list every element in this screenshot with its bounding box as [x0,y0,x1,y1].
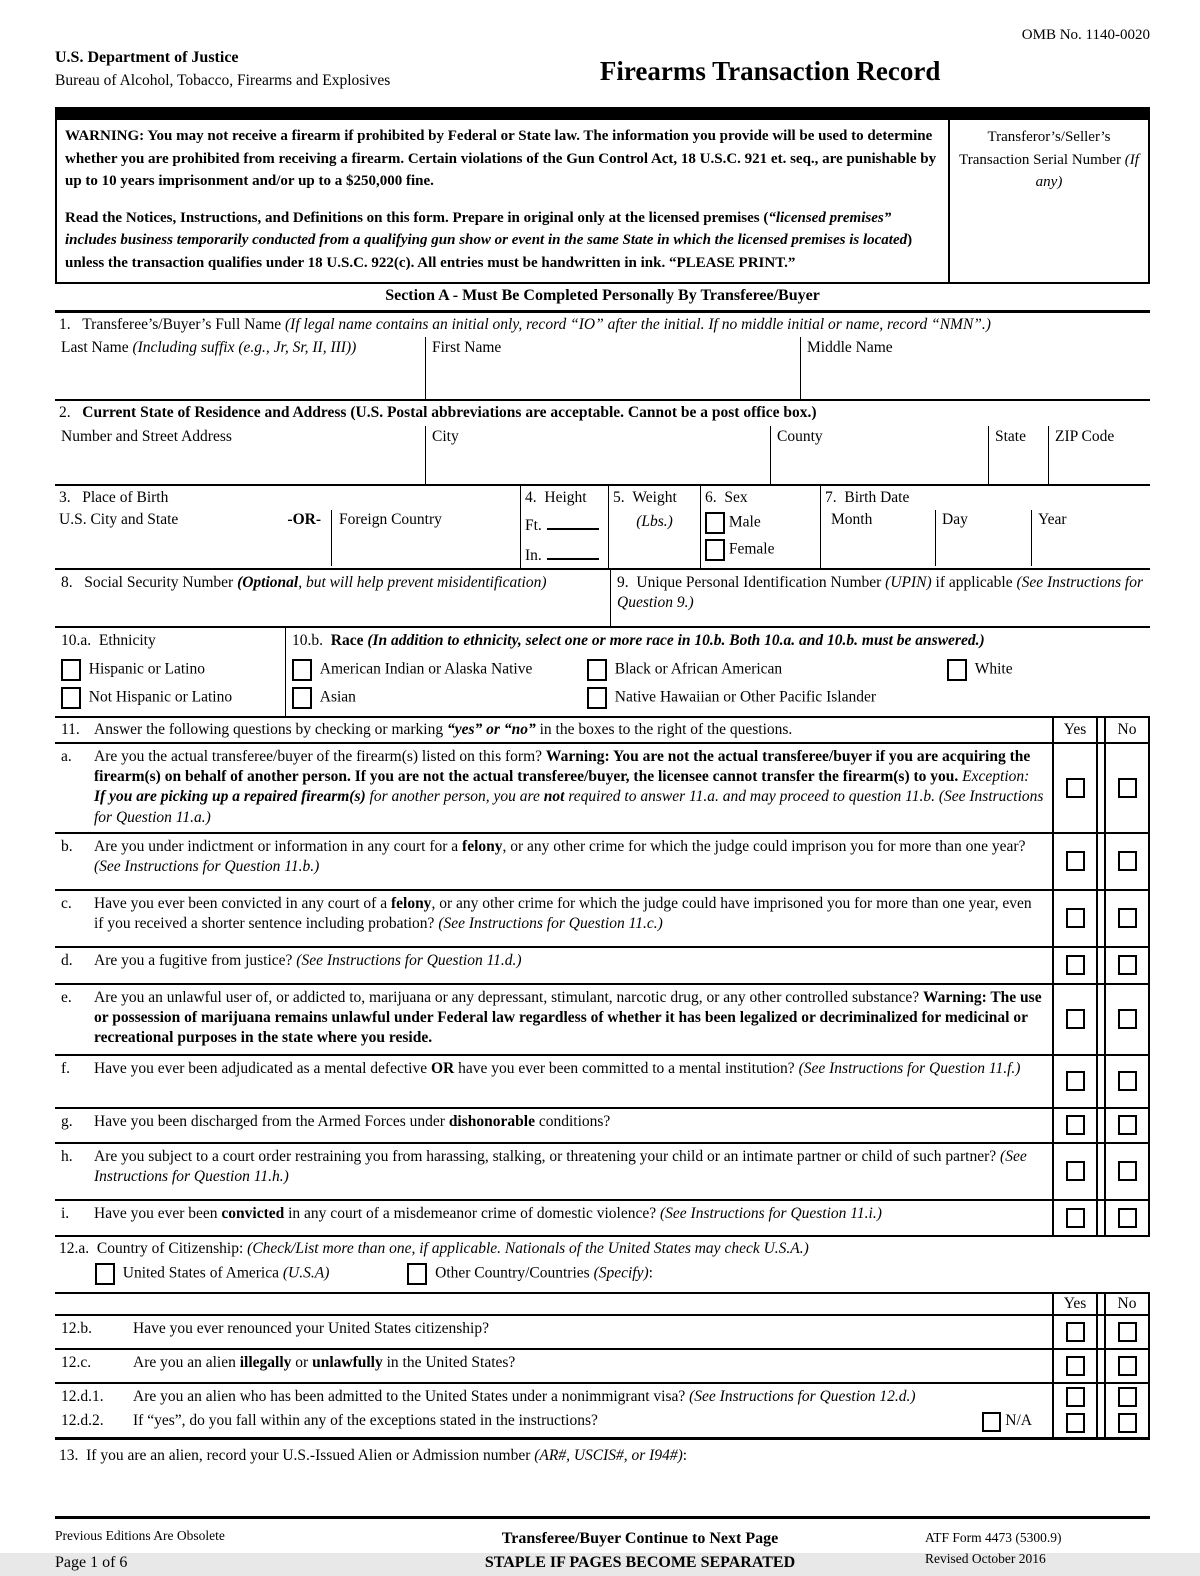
birth-month-label: Month [831,511,872,528]
agency-block [55,48,390,92]
staple-note: STAPLE IF PAGES BECOME SEPARATED [355,1551,925,1576]
male-label: Male [729,513,761,530]
q11a-text: Are you the actual transferee/buyer of the firearm(s) listed on this form? Warning: You are not the actual transferee/buyer if you are acquiring the firearm(s) on behalf of another person. If you are not the actual transferee/buyer, the licensee cannot transfer the firearm(s) to you. Exception: If you are picking up a repaired firearm(s) for another person, you are not required to answer 11.a. and may proceed to question 11.b. (See Instructions for Question 11.a.) [94,747,1044,828]
q12d2-na-checkbox[interactable] [982,1412,1001,1432]
form-header [55,48,1150,92]
female-label: Female [729,540,775,557]
q12c-yes-checkbox[interactable] [1066,1356,1085,1376]
foreign-country-label: Foreign Country [339,511,442,528]
q7-label: 7. Birth Date [825,488,1146,508]
first-name-label: First Name [432,339,501,356]
upin-label: Unique Personal Identification Number [636,574,885,591]
q6-label: 6. Sex [705,488,816,508]
q11d-no-checkbox[interactable] [1118,955,1137,975]
q12b-yes-cell [1052,1316,1098,1348]
q1-label-line: 1. Transferee’s/Buyer’s Full Name (If legal name contains an initial only, record “IO” after the initial. If no middle initial or name, record “NMN”.) [55,313,1150,337]
race-options-row1: American Indian or Alaska Native Black or African American White [292,659,1144,681]
q12d1-text: Are you an alien who has been admitted to the United States under a nonimmigrant visa? (See Instructions for Question 12.d.) [133,1387,1044,1407]
q11d-text: Are you a fugitive from justice? (See Instructions for Question 11.d.) [94,951,1044,979]
q11c-yes-cell [1052,891,1098,946]
citizenship-other-option[interactable]: Other Country/Countries (Specify): [407,1263,653,1285]
q11i-no-cell [1104,1201,1150,1235]
q11g-no-checkbox[interactable] [1118,1115,1137,1135]
q11d-row: d. Are you a fugitive from justice? (See Instructions for Question 11.d.) [55,948,1150,985]
q8-9-row [55,570,1150,628]
last-name-label: Last Name [61,339,132,356]
female-checkbox[interactable] [705,539,725,561]
q11c-row: c. Have you ever been convicted in any court of a felony, or any other crime for which the judge could have imprisoned you for more than one year, even if you received a shorter sentence including probation? (See Instructions for Question 11.c.) [55,891,1150,948]
q11b-row: b. Are you under indictment or information in any court for a felony, or any other crime for which the judge could imprison you for more than one year? (See Instructions for Question 11.b.) [55,834,1150,891]
asian-checkbox[interactable] [292,687,312,709]
page-number: Page 1 of 6 [55,1553,355,1574]
form-number: ATF Form 4473 (5300.9) [925,1527,1150,1549]
q11d-yes-cell [1052,948,1098,983]
foreign-country-field[interactable] [331,510,516,566]
us-city-state-label: U.S. City and State [59,510,178,566]
warning-paragraph-2: Read the Notices, Instructions, and Definitions on this form. Prepare in original only at the licensed premises (“licensed premises” includes business temporarily conducted from a qualifying gun show or event in the same State in which the licensed premises is located) unless the transaction qualifies under 18 U.S.C. 922(c). All entries must be handwritten in ink. “PLEASE PRINT.” [65,207,938,275]
upin-field[interactable]: 9. Unique Personal Identification Number (UPIN) if applicable (See Instructions for Question 9.) [610,570,1150,626]
q11a-yes-checkbox[interactable] [1066,778,1085,798]
race-field [285,628,1150,716]
q11b-no-cell [1104,834,1150,889]
middle-name-field[interactable] [800,337,1150,399]
middle-name-label: Middle Name [807,339,893,356]
q11i-row: i. Have you ever been convicted in any court of a misdemeanor crime of domestic violence? (See Instructions for Question 11.i.) [55,1201,1150,1237]
q11e-no-checkbox[interactable] [1118,1009,1137,1029]
q11f-yes-cell [1052,1056,1098,1107]
section-a-title: Section A - Must Be Completed Personally By Transferee/Buyer [55,284,1150,313]
q11d-no-cell [1104,948,1150,983]
warning-box [55,107,1150,284]
q11f-text: Have you ever been adjudicated as a mental defective OR have you ever been committed to a mental institution? (See Instructions for Question 11.f.) [94,1059,1044,1103]
department-name: U.S. Department of Justice [55,48,390,69]
race-options-row2: Asian Native Hawaiian or Other Pacific Islander [292,687,1144,709]
other-country-checkbox[interactable] [407,1263,427,1285]
q12d-yes-cell [1052,1384,1098,1437]
q11b-no-checkbox[interactable] [1118,851,1137,871]
q12b-row: 12.b. Have you ever renounced your United States citizenship? [55,1316,1150,1350]
black-divider-bar [57,109,1148,120]
q11f-yes-checkbox[interactable] [1066,1071,1085,1091]
transaction-serial-field[interactable] [950,120,1148,282]
q11e-yes-cell [1052,985,1098,1054]
q11c-text: Have you ever been convicted in any court of a felony, or any other crime for which the judge could have imprisoned you for more than one year, even if you received a shorter sentence including probation? (See Instructions for Question 11.c.) [94,894,1044,942]
omb-number: OMB No. 1140-0020 [55,26,1150,46]
q12d2-text-wrap [133,1411,1044,1431]
q12c-yes-cell [1052,1350,1098,1382]
height-field[interactable] [520,486,608,568]
state-label: State [995,428,1026,445]
q11c-no-checkbox[interactable] [1118,908,1137,928]
q12-no-header: No [1104,1294,1150,1314]
q11c-no-cell [1104,891,1150,946]
q3-label: 3. Place of Birth [59,488,516,508]
q11c-yes-checkbox[interactable] [1066,908,1085,928]
ssn-field[interactable]: 8. Social Security Number (Optional, but will help prevent misidentification) [55,570,610,626]
ethnicity-not-hispanic-option: Not Hispanic or Latino [61,687,279,709]
birth-day-field[interactable] [935,510,1031,566]
q11e-no-cell [1104,985,1150,1054]
ethnicity-field [55,628,285,716]
county-field[interactable] [770,426,988,484]
sex-field [700,486,820,568]
q12d2-row: 12.d.2. If “yes”, do you fall within any of the exceptions stated in the instructions? N/A [55,1409,1052,1436]
q12a-label: 12.a. Country of Citizenship: (Check/List more than one, if applicable. Nationals of the United States may check U.S.A.) [55,1237,1150,1261]
warning-text [57,120,950,282]
q11-header-row [55,718,1150,744]
usa-checkbox[interactable] [95,1263,115,1285]
q4-label: 4. Height [525,488,604,508]
american-indian-checkbox[interactable] [292,659,312,681]
weight-lbs-label: (Lbs.) [613,512,696,532]
q11e-row: e. Are you an unlawful user of, or addicted to, marijuana or any depressant, stimulant, narcotic drug, or any other controlled substance? Warning: The use or possession of marijuana remains unlawful under Federal law regardless of whether it has been legalized or decriminalized for medicinal or recreational purposes in the state where you reside. [55,985,1150,1056]
street-address-field[interactable] [55,426,425,484]
q12b-no-cell [1104,1316,1150,1348]
transaction-serial-ifany: (If any) [1036,152,1139,191]
q12d-block [55,1384,1150,1440]
first-name-field[interactable] [425,337,800,399]
birth-date-field [820,486,1150,568]
q11g-yes-checkbox[interactable] [1066,1115,1085,1135]
q12c-text: Are you an alien illegally or unlawfully in the United States? [133,1353,1044,1378]
q12d2-text: If “yes”, do you fall within any of the exceptions stated in the instructions? [133,1411,598,1431]
q12d2-yes-checkbox[interactable] [1066,1413,1085,1433]
yes-column-header: Yes [1052,718,1098,742]
q11b-yes-cell [1052,834,1098,889]
q12d-no-cell [1104,1384,1150,1437]
q12d2-no-checkbox[interactable] [1118,1413,1137,1433]
previous-editions-note: Previous Editions Are Obsolete [55,1527,355,1545]
form-title: Firearms Transaction Record [390,54,1150,91]
q11h-yes-checkbox[interactable] [1066,1161,1085,1181]
q10b-label: 10.b. Race (In addition to ethnicity, select one or more race in 10.b. Both 10.a. and 10.b. must be answered.) [292,631,1144,651]
zip-label: ZIP Code [1055,428,1114,445]
q11g-text: Have you been discharged from the Armed Forces under dishonorable conditions? [94,1112,1044,1138]
or-label: -OR- [287,510,321,566]
continue-note: Transferee/Buyer Continue to Next Page [355,1527,925,1552]
q1-row [55,313,1150,401]
q12d1-no-checkbox[interactable] [1118,1387,1137,1407]
q11b-text: Are you under indictment or information in any court for a felony, or any other crime for which the judge could imprison you for more than one year? (See Instructions for Question 11.b.) [94,837,1044,885]
q2-label-line: 2. Current State of Residence and Address (U.S. Postal abbreviations are acceptable. Cannot be a post office box.) [55,401,1150,425]
q11e-text: Are you an unlawful user of, or addicted to, marijuana or any depressant, stimulant, narcotic drug, or any other controlled substance? Warning: The use or possession of marijuana remains unlawful under Federal law regardless of whether it has been legalized or decriminalized for medicinal or recreational purposes in the state where you reside. [94,988,1044,1050]
q12a-options [55,1261,1150,1292]
q12d1-row: 12.d.1. Are you an alien who has been admitted to the United States under a nonimmigrant visa? (See Instructions for Question 12.d.) [55,1384,1052,1409]
revision-date: Revised October 2016 [925,1548,1150,1570]
q11f-no-cell [1104,1056,1150,1107]
street-address-label: Number and Street Address [61,428,232,445]
warning-paragraph-1: WARNING: You may not receive a firearm if prohibited by Federal or State law. The information you provide will be used to determine whether you are prohibited from receiving a firearm. Certain violations of the Gun Control Act, 18 U.S.C. 921 et. seq., are punishable by up to 10 years imprisonment and/or up to a $250,000 fine. [65,125,938,193]
native-hawaiian-checkbox[interactable] [587,687,607,709]
state-field[interactable] [988,426,1048,484]
q11b-yes-checkbox[interactable] [1066,851,1085,871]
no-column-header: No [1104,718,1150,742]
page-footer [55,1519,1150,1576]
q11a-no-cell [1104,744,1150,832]
city-field[interactable] [425,426,770,484]
q12a-row [55,1237,1150,1294]
birth-year-label: Year [1038,511,1067,528]
black-checkbox[interactable] [587,659,607,681]
height-ft-line: Ft. [525,514,604,536]
q12d1-yes-checkbox[interactable] [1066,1387,1085,1407]
q11e-yes-checkbox[interactable] [1066,1009,1085,1029]
last-name-field[interactable] [55,337,425,399]
q12c-no-cell [1104,1350,1150,1382]
city-label: City [432,428,459,445]
q10a-label: 10.a. Ethnicity [61,631,279,651]
ssn-label: Social Security Number [84,574,237,591]
q11i-no-checkbox[interactable] [1118,1208,1137,1228]
weight-field[interactable] [608,486,700,568]
q11d-yes-checkbox[interactable] [1066,955,1085,975]
q13-row [55,1440,1150,1519]
citizenship-usa-option: United States of America (U.S.A) [95,1263,329,1285]
q11h-row: h. Are you subject to a court order restraining you from harassing, stalking, or threatening your child or an intimate partner or child of such partner? (See Instructions for Question 11.h.) [55,1144,1150,1201]
q12c-no-checkbox[interactable] [1118,1356,1137,1376]
county-label: County [777,428,823,445]
zip-field[interactable] [1048,426,1150,484]
height-ft-blank[interactable] [547,514,599,530]
q12d2-na-option: N/A [982,1411,1032,1431]
last-name-note: (Including suffix (e.g., Jr, Sr, II, III)) [132,339,356,356]
height-in-blank[interactable] [547,544,599,560]
q11h-no-cell [1104,1144,1150,1199]
bureau-name: Bureau of Alcohol, Tobacco, Firearms and Explosives [55,71,390,91]
q11i-text: Have you ever been convicted in any court of a misdemeanor crime of domestic violence? (See Instructions for Question 11.i.) [94,1204,1044,1231]
q13-label: 13. If you are an alien, record your U.S.-Issued Alien or Admission number (AR#, USCIS#, or I94#): [55,1440,1150,1468]
q12c-row: 12.c. Are you an alien illegally or unlawfully in the United States? [55,1350,1150,1384]
q11g-row: g. Have you been discharged from the Armed Forces under dishonorable conditions? [55,1109,1150,1144]
transaction-serial-label: Transferor’s/Seller’s Transaction Serial Number [959,129,1125,168]
hispanic-checkbox[interactable] [61,659,81,681]
q12-yesno-header-row [55,1294,1150,1316]
q12b-yes-checkbox[interactable] [1066,1322,1085,1342]
q11g-yes-cell [1052,1109,1098,1142]
q11-intro: 11. Answer the following questions by checking or marking “yes” or “no” in the boxes to the right of the questions. [55,718,1052,742]
birth-year-field[interactable] [1031,510,1146,566]
white-checkbox[interactable] [947,659,967,681]
q12b-no-checkbox[interactable] [1118,1322,1137,1342]
q10-row [55,628,1150,718]
q11i-yes-checkbox[interactable] [1066,1208,1085,1228]
birth-month-field[interactable] [825,510,935,566]
q11i-yes-cell [1052,1201,1098,1235]
place-of-birth-field[interactable] [55,486,520,568]
sex-male-option [705,512,816,534]
birth-day-label: Day [942,511,968,528]
q11h-no-checkbox[interactable] [1118,1161,1137,1181]
q11f-row: f. Have you ever been adjudicated as a mental defective OR have you ever been committed to a mental institution? (See Instructions for Question 11.f.) [55,1056,1150,1109]
q11a-no-checkbox[interactable] [1118,778,1137,798]
height-in-line: In. [525,544,604,566]
q11a-yes-cell [1052,744,1098,832]
q11h-yes-cell [1052,1144,1098,1199]
q12-yes-header: Yes [1052,1294,1098,1314]
q11h-text: Are you subject to a court order restraining you from harassing, stalking, or threatening your child or an intimate partner or child of such partner? (See Instructions for Question 11.h.) [94,1147,1044,1195]
q11f-no-checkbox[interactable] [1118,1071,1137,1091]
sex-female-option [705,539,816,561]
q11a-row: a. Are you the actual transferee/buyer of the firearm(s) listed on this form? Warning: You are not the actual transferee/buyer if you are acquiring the firearm(s) on behalf of another person. If you are not the actual transferee/buyer, the licensee cannot transfer the firearm(s) to you. Exception: If you are picking up a repaired firearm(s) for another person, you are not required to answer 11.a. and may proceed to question 11.b. (See Instructions for Question 11.a.) [55,744,1150,834]
q11g-no-cell [1104,1109,1150,1142]
q5-label: 5. Weight [613,488,696,508]
ethnicity-hispanic-option: Hispanic or Latino [61,659,279,681]
q3-7-row [55,486,1150,570]
q12b-text: Have you ever renounced your United States citizenship? [133,1319,1044,1344]
male-checkbox[interactable] [705,512,725,534]
q2-row [55,401,1150,485]
not-hispanic-checkbox[interactable] [61,687,81,709]
